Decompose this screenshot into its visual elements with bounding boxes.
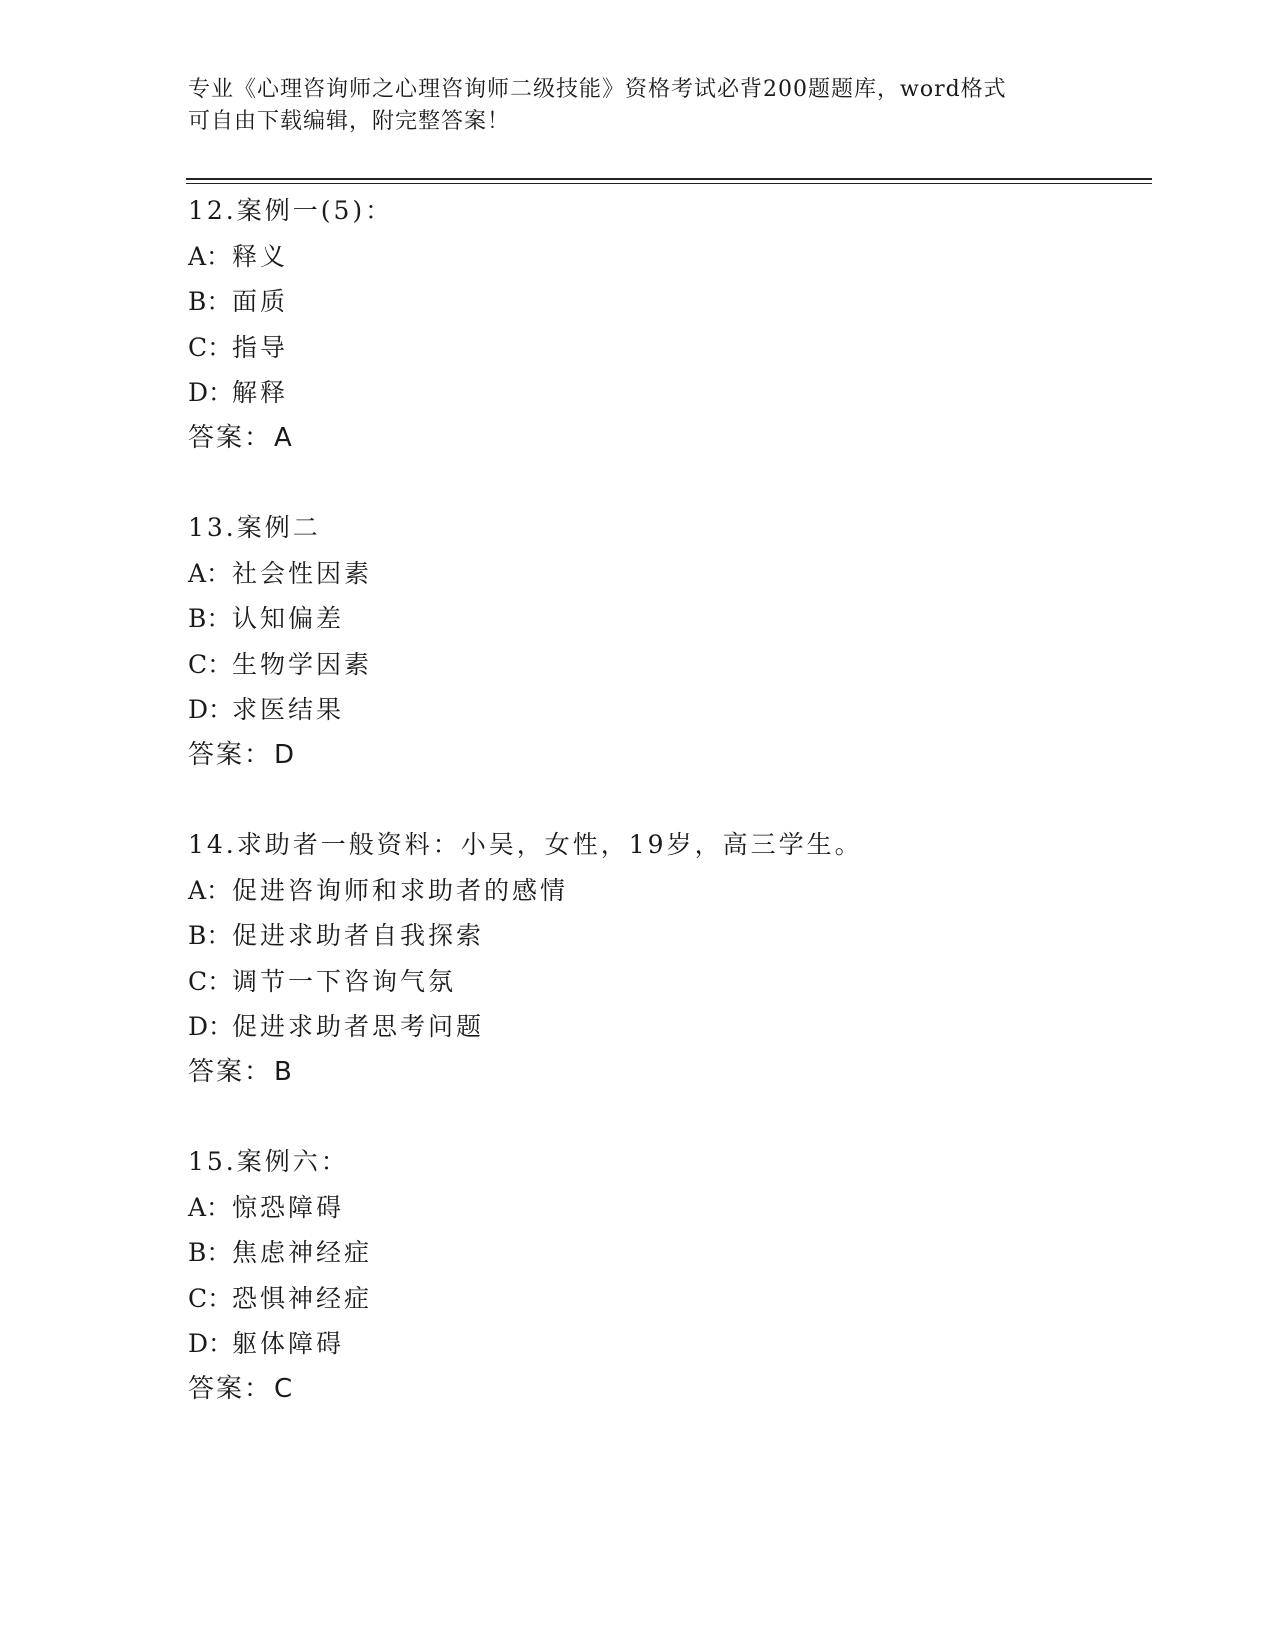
option-label: A： [188, 875, 232, 905]
question-stem: 15.案例六： [188, 1147, 349, 1176]
answer-label: 答案： [188, 1373, 273, 1404]
option-a [188, 551, 1148, 597]
option-text: 促进求助者思考问题 [232, 1012, 485, 1041]
option-label: C： [188, 332, 233, 362]
header-line-1: 专业《心理咨询师之心理咨询师二级技能》资格考试必背200题题库，word格式 [188, 77, 1007, 102]
question-list [188, 188, 1148, 1456]
option-c [188, 325, 1148, 371]
answer-value: B [274, 1056, 292, 1087]
option-d [188, 1004, 1148, 1050]
option-text: 惊恐障碍 [232, 1192, 345, 1222]
option-b [188, 913, 1148, 959]
option-b [188, 1230, 1148, 1276]
option-label: A： [188, 558, 232, 588]
option-text: 释义 [232, 241, 289, 271]
option-text: 求医结果 [232, 695, 345, 724]
option-a [188, 868, 1148, 914]
option-label: C： [188, 966, 233, 996]
option-label: D： [188, 1329, 234, 1358]
option-text: 焦虑神经症 [232, 1238, 373, 1267]
option-label: C： [188, 1283, 233, 1313]
option-label: D： [188, 1012, 234, 1041]
answer-line [188, 1367, 1148, 1413]
answer-line [188, 733, 1148, 779]
option-c [188, 642, 1148, 688]
option-text: 恐惧神经症 [232, 1283, 373, 1313]
header-divider-thick [186, 178, 1152, 180]
option-c [188, 1276, 1148, 1322]
option-label: D： [188, 695, 234, 724]
answer-label: 答案： [188, 1056, 273, 1087]
option-label: B： [188, 604, 232, 633]
question-stem: 13.案例二 [188, 513, 321, 542]
question-14 [188, 822, 1148, 1095]
option-label: D： [188, 378, 234, 407]
option-c [188, 959, 1148, 1005]
answer-line [188, 1050, 1148, 1096]
option-label: B： [188, 287, 232, 316]
header-divider-thin [186, 183, 1152, 184]
header-line-2: 可自由下载编辑，附完整答案！ [188, 109, 511, 134]
answer-value: C [274, 1373, 293, 1404]
answer-label: 答案： [188, 739, 273, 770]
option-b [188, 279, 1148, 325]
option-label: B： [188, 1238, 232, 1267]
option-text: 调节一下咨询气氛 [232, 966, 457, 996]
answer-line [188, 416, 1148, 462]
question-15 [188, 1139, 1148, 1412]
option-text: 生物学因素 [232, 649, 373, 679]
answer-value: D [274, 739, 295, 770]
option-text: 躯体障碍 [232, 1329, 345, 1358]
option-d [188, 1321, 1148, 1367]
question-12 [188, 188, 1148, 461]
option-label: A： [188, 241, 232, 271]
option-label: B： [188, 921, 232, 950]
option-d [188, 687, 1148, 733]
option-label: C： [188, 649, 233, 679]
option-text: 解释 [232, 378, 289, 407]
option-text: 认知偏差 [232, 604, 345, 633]
question-stem: 14.求助者一般资料：小吴，女性，19岁，高三学生。 [188, 830, 863, 859]
option-a [188, 1185, 1148, 1231]
option-text: 面质 [232, 287, 289, 316]
option-d [188, 370, 1148, 416]
option-b [188, 596, 1148, 642]
question-13 [188, 505, 1148, 778]
answer-value: A [274, 422, 292, 453]
option-text: 社会性因素 [232, 558, 373, 588]
option-text: 促进求助者自我探索 [232, 921, 485, 950]
option-a [188, 234, 1148, 280]
answer-label: 答案： [188, 422, 273, 453]
question-stem: 12.案例一(5)： [188, 196, 394, 225]
document-header [188, 74, 1088, 138]
option-text: 促进咨询师和求助者的感情 [232, 875, 569, 905]
option-text: 指导 [232, 332, 289, 362]
option-label: A： [188, 1192, 232, 1222]
